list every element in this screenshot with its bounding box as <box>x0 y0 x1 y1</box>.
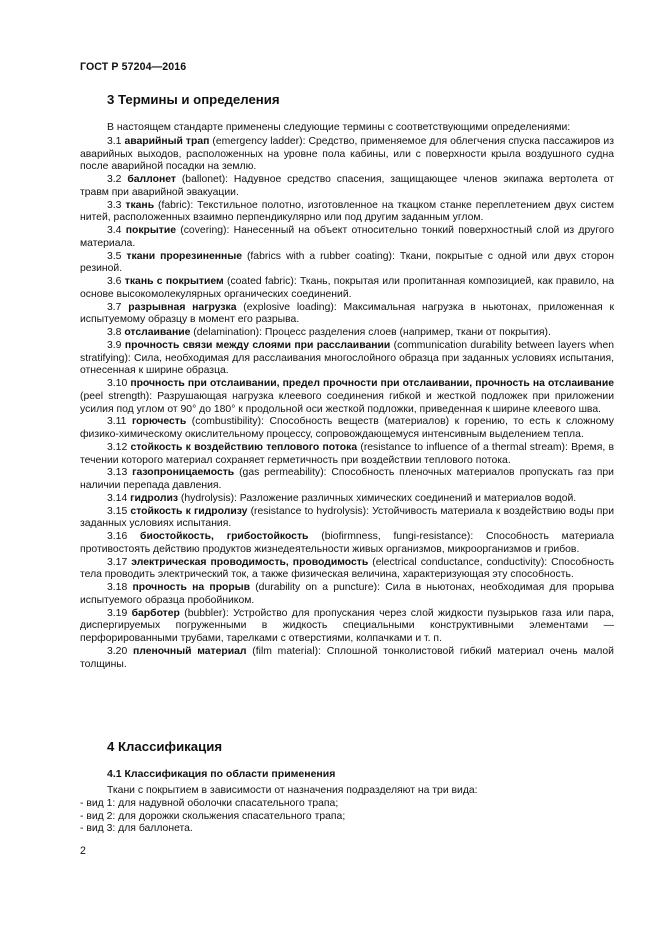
term-name: ткань с покрытием <box>124 276 224 287</box>
term-definition <box>80 416 614 442</box>
term-name: отслаивание <box>124 327 191 338</box>
term-name: гидролиз <box>130 492 179 504</box>
term-definition <box>80 531 614 557</box>
term-text: (gas permeability): Способность пленочных материалов пропускать газ при наличии перепада давления. <box>80 467 614 491</box>
term-text: (hydrolysis): Разложение различных химических соединений и материалов водой. <box>178 492 577 504</box>
term-definition <box>80 582 614 608</box>
section-4-title: 4 Классификация <box>107 739 223 754</box>
term-text: (emergency ladder): Средство, применяемое для облегчения спуска пассажиров из аварийных выходов, расположенных на уровне пола кабины, или с поверхности крыла воздушного судна после аварийной посадки на землю. <box>80 135 614 173</box>
term-name: биостойкость, грибостойкость <box>140 531 309 542</box>
term-number: 3.4 <box>107 225 122 236</box>
term-definition <box>80 493 614 506</box>
term-number: 3.20 <box>107 645 128 657</box>
term-name: разрывная нагрузка <box>128 301 237 313</box>
term-text: (electrical conductance, conductivity): Способность тела проводить электрический ток, а также физическая величина, характеризующая эту способность. <box>80 556 615 581</box>
term-definition <box>80 467 614 493</box>
term-text: (ballonet): Надувное средство спасения, защищающее членов экипажа вертолета от травм при аварийной эвакуации. <box>80 174 615 198</box>
term-name: прочность при отслаивании, предел прочности при отслаивании, прочность на отслаивание <box>130 378 614 389</box>
term-definition <box>80 506 614 532</box>
term-text: (fabric): Текстильное полотно, изготовленное на ткацком станке переплетением двух систем нитей, расположенных взаимно перпендикулярно или под другим заданным углом. <box>80 199 614 224</box>
classification-item: - вид 3: для баллонета. <box>80 823 193 835</box>
term-number: 3.9 <box>107 339 122 351</box>
term-name: покрытие <box>125 225 177 236</box>
term-name: стойкость к воздействию теплового потока <box>130 441 358 453</box>
term-name: стойкость к гидролизу <box>130 505 248 517</box>
term-number: 3.13 <box>107 467 128 479</box>
term-number: 3.16 <box>107 531 128 542</box>
section-3-body <box>80 122 614 671</box>
term-name: пленочный материал <box>133 645 247 657</box>
term-number: 3.7 <box>107 301 122 313</box>
term-text: (resistance to influence of a thermal stream): Время, в течении которого материал сохраняет герметичность при воздействии теплового потока. <box>80 441 614 466</box>
term-name: баллонет <box>127 174 176 185</box>
section-4-1-title: 4.1 Классификация по области применения <box>107 768 336 780</box>
term-name: прочность связи между слоями при расслаивании <box>124 339 391 351</box>
term-definition <box>80 442 614 468</box>
term-definition <box>80 251 614 277</box>
term-number: 3.14 <box>107 492 128 504</box>
term-number: 3.2 <box>107 174 122 185</box>
page-number: 2 <box>80 845 86 857</box>
term-text: (film material): Сплошной тонколистовой гибкий материал очень малой толщины. <box>80 645 614 670</box>
term-text: (combustibility): Способность веществ (материалов) к горению, то есть к сложному физико-химическому окислительному процессу, сопровождающемуся интенсивным выделением тепла. <box>80 416 615 440</box>
classification-item: - вид 2: для дорожки скольжения спасательного трапа; <box>80 810 346 822</box>
terms-list <box>80 136 614 672</box>
term-definition <box>80 340 614 378</box>
term-definition <box>80 378 614 416</box>
term-name: прочность на прорыв <box>132 582 250 593</box>
term-text: (peel strength): Разрушающая нагрузка клеевого соединения гибкой и жесткой подложек при приложении усилия под углом от 90° до 180° к продольной оси жесткой подложки, приведенная к ширине клеевого шва. <box>80 390 614 415</box>
term-number: 3.17 <box>107 556 128 568</box>
term-text: (bubbler): Устройство для пропускания через слой жидкости пузырьков газа или пара, диспергируемых погруженными в жидкость специальными конструктивными элементами — перфорированными трубами, тарелками с отверстиями, колпачками и т. п. <box>80 607 615 644</box>
term-text: (coated fabric): Ткань, покрытая или пропитанная композицией, как правило, на основе высокомолекулярных органических соединений. <box>80 276 614 300</box>
term-text: (biofirmness, fungi-resistance): Способность материала противостоять действию продуктов жизнедеятельности живых организмов, микроорганизмов и грибов. <box>80 531 614 555</box>
term-name: ткани прорезиненные <box>126 250 242 262</box>
term-definition <box>80 327 614 340</box>
term-definition <box>80 557 614 583</box>
term-number: 3.11 <box>107 416 127 428</box>
term-number: 3.19 <box>107 607 128 619</box>
term-text: (delamination): Процесс разделения слоев (например, ткани от покрытия). <box>190 327 551 338</box>
term-definition <box>80 225 614 251</box>
term-text: (durability on a puncture): Сила в ньютонах, необходимая для прорыва испытуемого образца пробойником. <box>80 582 614 606</box>
term-name: аварийный трап <box>124 135 210 147</box>
classification-item: - вид 1: для надувной оболочки спасательного трапа; <box>80 797 339 809</box>
document-header: ГОСТ Р 57204—2016 <box>80 61 187 73</box>
term-definition <box>80 302 614 328</box>
term-definition <box>80 276 614 302</box>
term-number: 3.18 <box>107 582 128 593</box>
term-number: 3.6 <box>107 276 122 287</box>
term-number: 3.1 <box>107 135 122 147</box>
classification-lead: Ткани с покрытием в зависимости от назначения подразделяют на три вида: <box>107 785 478 796</box>
term-text: (communication durability between layers when stratifying): Сила, необходимая для расслаивания многослойного образца при заданных условиях испытания, отнесенная к ширине образца. <box>80 339 615 377</box>
term-text: (fabrics with a rubber coating): Ткани, покрытые с одной или двух сторон резиной. <box>80 250 615 275</box>
term-text: (covering): Нанесенный на объект относительно тонкий поверхностный слой из другого материала. <box>80 225 614 249</box>
term-text: (resistance to hydrolysis): Устойчивость материала к воздействию воды при заданных условиях испытания. <box>80 505 615 530</box>
term-name: барботер <box>131 607 180 619</box>
section-3-title: 3 Термины и определения <box>107 92 280 107</box>
term-definition <box>80 608 614 646</box>
term-name: ткань <box>125 199 155 211</box>
section-3-intro: В настоящем стандарте применены следующие термины с соответствующими определениями: <box>107 122 571 133</box>
classification-block <box>80 785 614 836</box>
term-number: 3.3 <box>107 199 122 211</box>
term-number: 3.5 <box>107 250 122 262</box>
term-number: 3.12 <box>107 441 128 453</box>
term-number: 3.15 <box>107 505 128 517</box>
term-definition <box>80 646 614 672</box>
term-definition <box>80 200 614 226</box>
term-name: газопроницаемость <box>132 467 235 479</box>
term-number: 3.10 <box>107 378 128 389</box>
term-text: (explosive loading): Максимальная нагрузка в ньютонах, приложенная к испытуемому образцу в момент его разрыва. <box>80 301 615 326</box>
term-definition <box>80 174 614 200</box>
term-name: горючесть <box>131 416 187 428</box>
term-number: 3.8 <box>107 327 122 338</box>
term-name: электрическая проводимость, проводимость <box>131 556 369 568</box>
term-definition <box>80 136 614 174</box>
